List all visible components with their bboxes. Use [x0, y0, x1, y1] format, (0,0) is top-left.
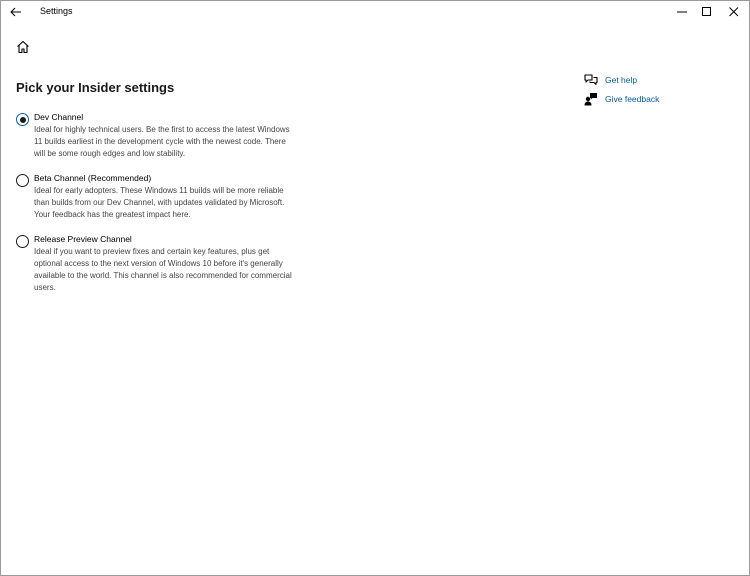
radio-beta-channel[interactable]	[16, 174, 29, 187]
feedback-person-icon	[584, 92, 598, 106]
chat-bubbles-icon	[584, 73, 598, 87]
radio-release-preview-channel[interactable]	[16, 235, 29, 248]
option-description: Ideal if you want to preview fixes and certain key features, plus get optional access to the next version of Windows 10 before it's generally available to the world. This channel is also recommended for commercial users.	[34, 247, 292, 292]
give-feedback-label: Give feedback	[605, 94, 660, 104]
window-title: Settings	[40, 6, 73, 16]
option-label: Release Preview Channel	[34, 234, 132, 244]
option-label: Beta Channel (Recommended)	[34, 173, 152, 183]
maximize-icon	[702, 7, 712, 17]
page-title: Pick your Insider settings	[16, 80, 175, 95]
option-description: Ideal for highly technical users. Be the first to access the latest Windows 11 builds earliest in the development cycle with the newest code. There will be some rough edges and low stability.	[34, 125, 290, 158]
maximize-button[interactable]	[694, 1, 720, 23]
title-bar	[1, 1, 749, 23]
radio-dev-channel[interactable]	[16, 113, 29, 126]
minimize-icon	[677, 7, 687, 17]
close-button[interactable]	[721, 1, 747, 23]
minimize-button[interactable]	[669, 1, 695, 23]
option-label: Dev Channel	[34, 112, 84, 122]
back-arrow-icon	[7, 3, 25, 21]
option-description: Ideal for early adopters. These Windows 11 builds will be more reliable than builds from our Dev Channel, with updates validated by Microsoft. Your feedback has the greatest impact here.	[34, 186, 285, 219]
back-button[interactable]	[7, 3, 25, 21]
home-button[interactable]	[14, 38, 32, 56]
get-help-label: Get help	[605, 75, 638, 85]
home-icon	[14, 38, 32, 56]
close-icon	[729, 7, 739, 17]
